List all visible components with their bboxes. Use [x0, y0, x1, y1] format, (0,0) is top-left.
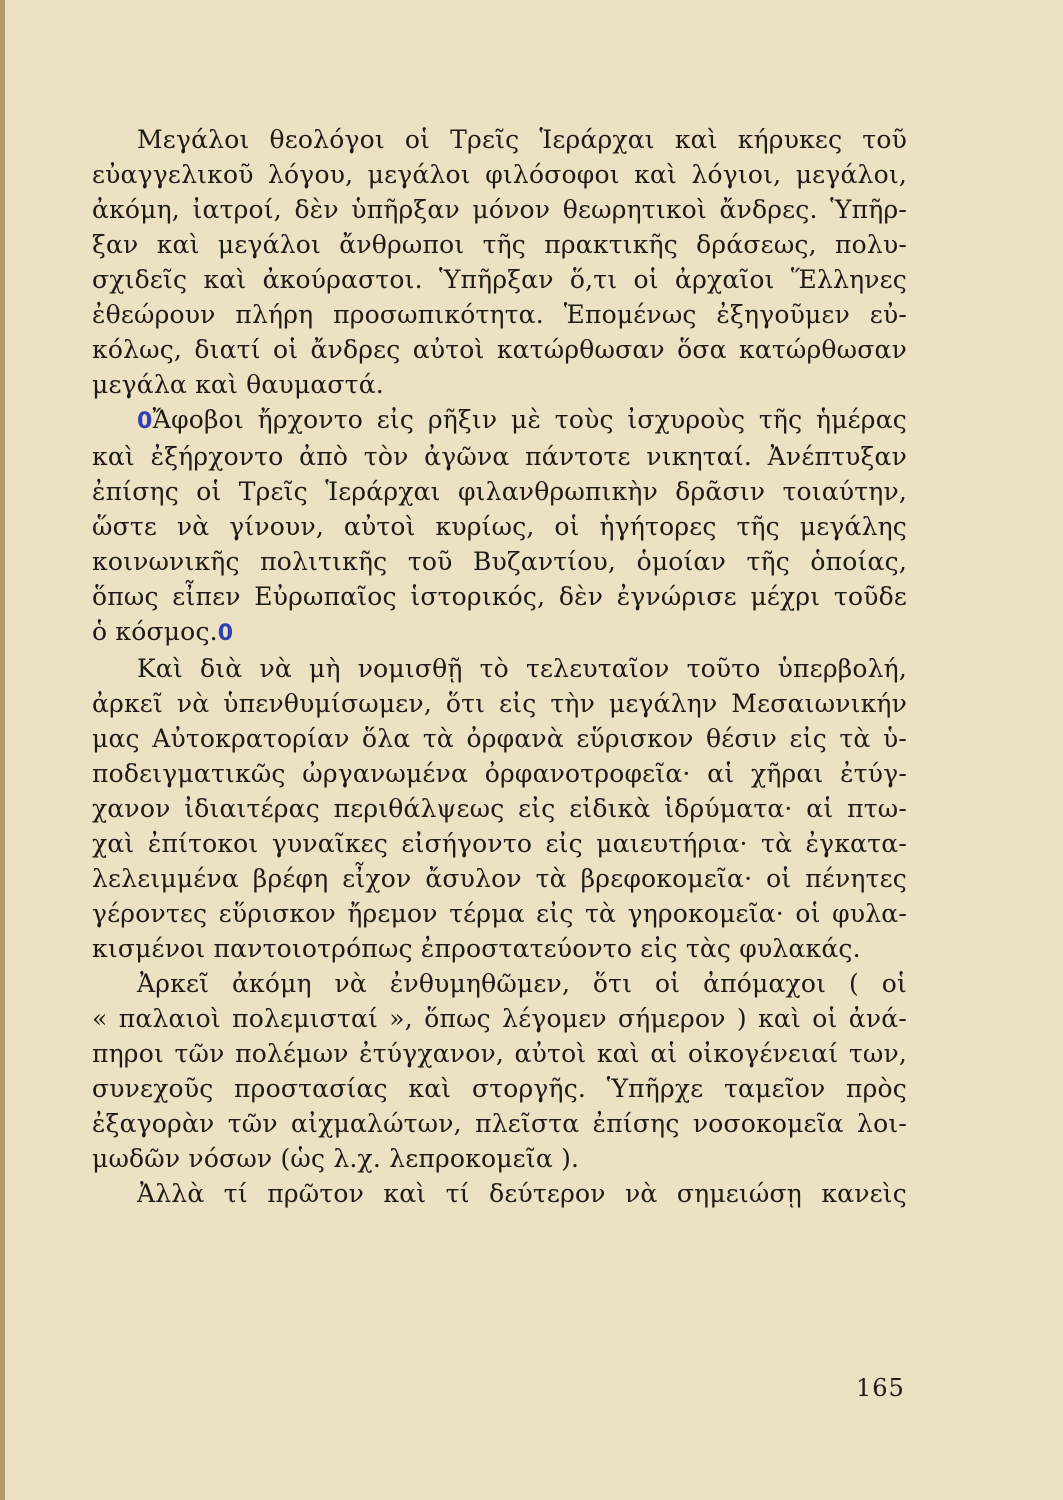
text-line: ἀρκεῖ νὰ ὑπενθυμίσωμεν, ὅτι εἰς τὴν μεγάλην Μεσαιωνικήν [92, 689, 907, 718]
text-line-with-marker [92, 614, 907, 651]
text-line: Ἀρκεῖ ἀκόμη νὰ ἐνθυμηθῶμεν, ὅτι οἱ ἀπόμαχοι ( οἱ [137, 969, 907, 998]
page-number: 165 [856, 1374, 905, 1402]
page-edge-shadow [0, 0, 5, 1500]
body-text [92, 122, 907, 1211]
text-line: Καὶ διὰ νὰ μὴ νομισθῇ τὸ τελευταῖον τοῦτο ὑπερβολή, [137, 654, 907, 683]
text-line: ὁ κόσμος. [92, 617, 218, 646]
text-line: ἐπίσης οἱ Τρεῖς Ἱεράρχαι φιλανθρωπικὴν δρᾶσιν τοιαύτην, [92, 477, 907, 506]
text-line: κισμένοι παντοιοτρόπως ἐπροστατεύοντο εἰς τὰς φυλακάς. [92, 934, 861, 963]
text-line: καὶ ἐξήρχοντο ἀπὸ τὸν ἀγῶνα πάντοτε νικηταί. Ἀνέπτυξαν [92, 442, 907, 471]
text-line: μωδῶν νόσων (ὡς λ.χ. λεπροκομεῖα ). [92, 1144, 580, 1173]
text-line: χανον ἰδιαιτέρας περιθάλψεως εἰς εἰδικὰ ἱδρύματα· αἱ πτω- [92, 794, 907, 823]
text-line: λελειμμένα βρέφη εἶχον ἄσυλον τὰ βρεφοκομεῖα· οἱ πένητες [92, 864, 907, 893]
text-line: εὐαγγελικοῦ λόγου, μεγάλοι φιλόσοφοι καὶ λόγιοι, μεγάλοι, [92, 160, 907, 189]
text-line: γέροντες εὕρισκον ἤρεμον τέρμα εἰς τὰ γηροκομεῖα· οἱ φυλα- [92, 899, 907, 928]
text-line: ἐξαγορὰν τῶν αἰχμαλώτων, πλεῖστα ἐπίσης νοσοκομεῖα λοι- [92, 1109, 907, 1138]
text-line: ἐθεώρουν πλήρη προσωπικότητα. Ἑπομένως ἐξηγοῦμεν εὐ- [92, 300, 907, 329]
text-line: Ἄφοβοι ἤρχοντο εἰς ρῆξιν μὲ τοὺς ἰσχυροὺς τῆς ἡμέρας [152, 405, 907, 434]
text-line: σχιδεῖς καὶ ἀκούραστοι. Ὑπῆρξαν ὅ,τι οἱ ἀρχαῖοι Ἕλληνες [92, 265, 907, 294]
text-line: Μεγάλοι θεολόγοι οἱ Τρεῖς Ἱεράρχαι καὶ κήρυκες τοῦ [137, 125, 907, 154]
text-line: μας Αὐτοκρατορίαν ὅλα τὰ ὀρφανὰ εὕρισκον θέσιν εἰς τὰ ὑ- [92, 724, 907, 753]
text-line: ποδειγματικῶς ὠργανωμένα ὀρφανοτροφεῖα· αἱ χῆραι ἐτύγ- [92, 759, 907, 788]
handwritten-marker: 0 [137, 409, 153, 434]
text-line: ξαν καὶ μεγάλοι ἄνθρωποι τῆς πρακτικῆς δράσεως, πολυ- [92, 230, 907, 259]
text-line-with-marker [92, 402, 907, 439]
text-line: κόλως, διατί οἱ ἄνδρες αὐτοὶ κατώρθωσαν ὅσα κατώρθωσαν [92, 335, 907, 364]
text-line: χαὶ ἐπίτοκοι γυναῖκες εἰσήγοντο εἰς μαιευτήρια· τὰ ἐγκατα- [92, 829, 907, 858]
text-line: « παλαιοὶ πολεμισταί », ὅπως λέγομεν σήμερον ) καὶ οἱ ἀνά- [92, 1004, 907, 1033]
text-line: ὅπως εἶπεν Εὐρωπαῖος ἱστορικός, δὲν ἐγνώρισε μέχρι τοῦδε [92, 582, 907, 611]
handwritten-marker: 0 [217, 621, 234, 646]
text-line: ὥστε νὰ γίνουν, αὐτοὶ κυρίως, οἱ ἡγήτορες τῆς μεγάλης [92, 512, 907, 541]
text-line: πηροι τῶν πολέμων ἐτύγχανον, αὐτοὶ καὶ αἱ οἰκογένειαί των, [92, 1039, 907, 1068]
text-line: Ἀλλὰ τί πρῶτον καὶ τί δεύτερον νὰ σημειώσῃ κανεὶς [137, 1179, 907, 1208]
text-line: ἀκόμη, ἰατροί, δὲν ὑπῆρξαν μόνον θεωρητικοὶ ἄνδρες. Ὑπῆρ- [92, 195, 907, 224]
text-line: μεγάλα καὶ θαυμαστά. [92, 370, 384, 399]
text-line: συνεχοῦς προστασίας καὶ στοργῆς. Ὑπῆρχε ταμεῖον πρὸς [92, 1074, 907, 1103]
text-line: κοινωνικῆς πολιτικῆς τοῦ Βυζαντίου, ὁμοίαν τῆς ὁποίας, [92, 547, 907, 576]
